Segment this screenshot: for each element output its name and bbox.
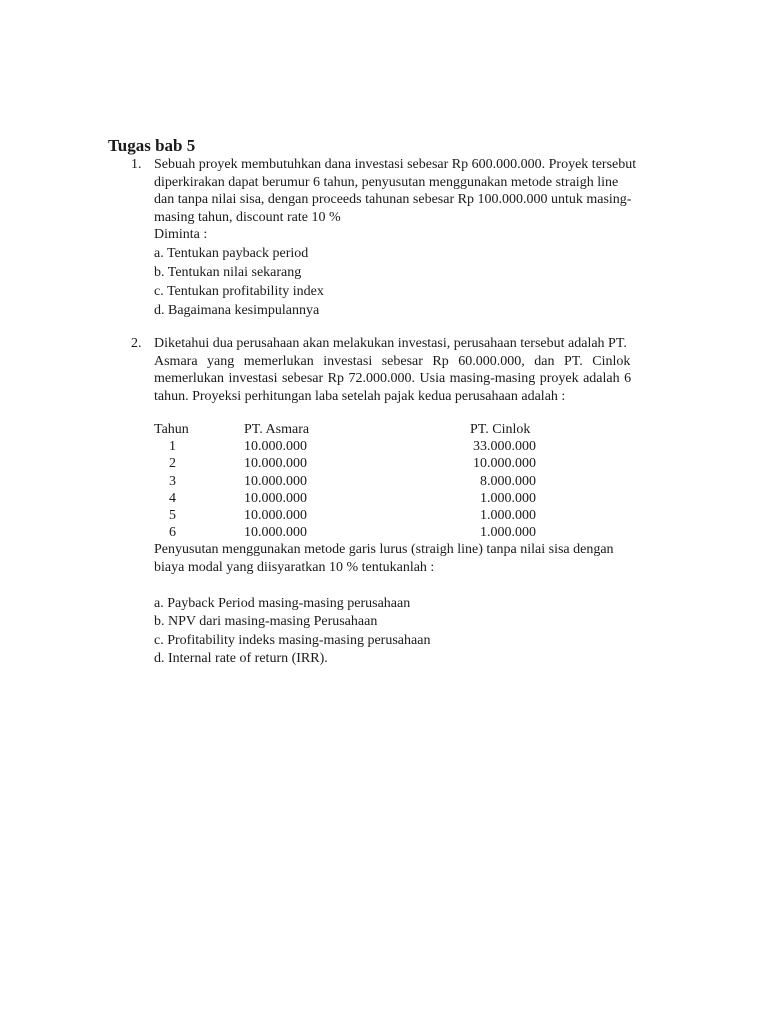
q2-after-line-1: Penyusutan menggunakan metode garis lurus (straigh line) tanpa nilai sisa dengan: [154, 542, 614, 557]
q1-diminta: Diminta :: [154, 227, 208, 242]
q2-item-c: c. Profitability indeks masing-masing perusahaan: [154, 632, 431, 648]
table-row: [154, 507, 544, 524]
profit-table: [154, 421, 544, 541]
cell-asmara: 10.000.000: [244, 473, 307, 489]
cell-year: 6: [169, 525, 176, 541]
q2-item-d: d. Internal rate of return (IRR).: [154, 651, 328, 666]
cell-asmara: 10.000.000: [244, 490, 307, 506]
cell-cinlok: 10.000.000: [473, 456, 536, 472]
cell-year: 2: [169, 456, 176, 472]
q1-item-c: c. Tentukan profitability index: [154, 283, 324, 299]
q1-item-d: d. Bagaimana kesimpulannya: [154, 302, 320, 318]
table-row: [154, 490, 544, 507]
cell-asmara: 10.000.000: [244, 507, 307, 523]
table-row: [154, 455, 544, 472]
header-cinlok: PT. Cinlok: [470, 422, 531, 437]
q2-line-3: memerlukan investasi sebesar Rp 72.000.000. Usia masing-masing proyek adalah 6: [154, 371, 632, 386]
q2-item-b: b. NPV dari masing-masing Perusahaan: [154, 614, 378, 629]
page-title: Tugas bab 5: [108, 136, 196, 155]
table-header: [154, 421, 544, 438]
cell-year: 3: [169, 473, 176, 489]
cell-asmara: 10.000.000: [244, 456, 307, 472]
cell-cinlok: 33.000.000: [473, 439, 536, 455]
q2-block: [154, 335, 677, 405]
q1-block: [154, 156, 677, 319]
cell-year: 1: [169, 439, 176, 455]
cell-year: 4: [169, 490, 176, 506]
q1-line-1: Sebuah proyek membutuhkan dana investasi sebesar Rp 600.000.000. Proyek tersebut: [154, 157, 637, 172]
cell-asmara: 10.000.000: [244, 439, 307, 455]
table-row: [154, 473, 544, 490]
q2-line-2: Asmara yang memerlukan investasi sebesar Rp 60.000.000, dan PT. Cinlok: [154, 353, 631, 369]
q2-after-line-2: biaya modal yang diisyaratkan 10 % tentukanlah :: [154, 559, 435, 575]
q1-line-4: masing tahun, discount rate 10 %: [154, 209, 341, 225]
cell-asmara: 10.000.000: [244, 525, 307, 541]
q2-line-4: tahun. Proyeksi perhitungan laba setelah pajak kedua perusahaan adalah :: [154, 388, 566, 404]
q2-line-1: Diketahui dua perusahaan akan melakukan investasi, perusahaan tersebut adalah PT.: [154, 336, 627, 351]
header-asmara: PT. Asmara: [244, 422, 310, 437]
q1-line-2: diperkirakan dapat berumur 6 tahun, penyusutan menggunakan metode straigh line: [154, 174, 619, 190]
table-row: [154, 438, 544, 455]
q1-item-b: b. Tentukan nilai sekarang: [154, 264, 302, 280]
q2-after-block: [154, 541, 677, 668]
q1-item-a: a. Tentukan payback period: [154, 245, 309, 261]
q2-number: 2.: [131, 336, 142, 351]
header-tahun: Tahun: [154, 422, 189, 437]
table-row: [154, 524, 544, 541]
q1-line-3: dan tanpa nilai sisa, dengan proceeds tahunan sebesar Rp 100.000.000 untuk masing-: [154, 192, 632, 207]
cell-cinlok: 1.000.000: [480, 507, 536, 523]
q2-item-a: a. Payback Period masing-masing perusahaan: [154, 595, 411, 611]
cell-cinlok: 1.000.000: [480, 490, 536, 506]
cell-cinlok: 8.000.000: [480, 473, 536, 489]
q1-number: 1.: [131, 157, 142, 172]
cell-year: 5: [169, 507, 176, 523]
cell-cinlok: 1.000.000: [480, 525, 536, 541]
